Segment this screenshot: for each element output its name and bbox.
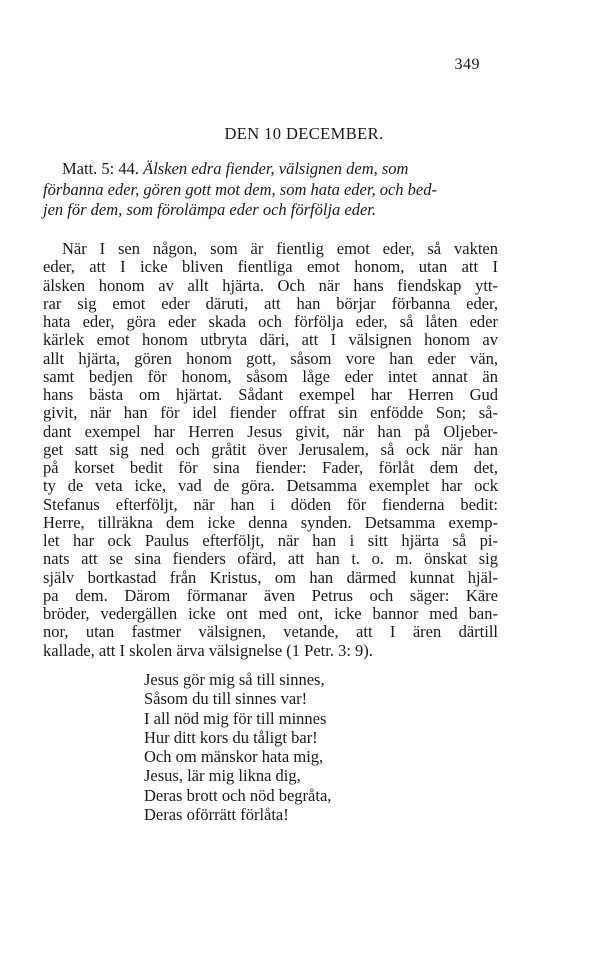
body-line: nor, utan fastmer välsignen, vetande, att I ären därtill: [43, 622, 498, 642]
body-line: på korset bedit för sina fiender: Fader, förlåt dem det,: [43, 458, 498, 477]
scripture-verse: [43, 159, 490, 221]
body-line: kallade, att I skolen ärva välsignelse (1 Petr. 3: 9).: [43, 640, 373, 660]
poem-line: Deras brott och nöd begråta,: [144, 785, 332, 805]
devotional-body: [43, 240, 498, 660]
body-line: Stefanus efterföljt, när han i döden för fienderna bedit:: [43, 494, 498, 514]
body-line: nats att se sina fienders ofärd, att han t. o. m. önskat sig: [43, 549, 498, 569]
body-line: pa dem. Därom förmanar även Petrus och säger: Käre: [43, 585, 498, 605]
poem-line: Jesus, lär mig likna dig,: [144, 766, 301, 786]
poem-line: Hur ditt kors du tåligt bar!: [144, 727, 318, 747]
body-line: let har ock Paulus efterföljt, när han i sitt hjärta så pi-: [43, 531, 498, 550]
body-line: själv bortkastad från Kristus, om han därmed kunnat hjäl-: [43, 567, 498, 587]
poem-line: Deras oförrätt förlåta!: [144, 805, 289, 825]
poem-line: Såsom du till sinnes var!: [144, 689, 308, 709]
body-line: hata eder, göra eder skada och förfölja eder, så låten eder: [43, 312, 498, 331]
poem-line: Och om mänskor hata mig,: [144, 747, 324, 767]
page-number: 349: [454, 56, 480, 73]
verse-line: [62, 159, 490, 180]
poem-line: I all nöd mig för till minnes: [144, 708, 327, 728]
body-line: bröder, vedergällen icke ont med ont, icke bannor med ban-: [43, 604, 498, 623]
verse-reference: Matt. 5: 44.: [62, 159, 139, 178]
body-line: kärlek emot honom utbryta däri, att I välsignen honom av: [43, 330, 498, 350]
body-line: get satt sig ned och gråtit över Jerusalem, så ock när han: [43, 439, 498, 459]
body-line: När I sen någon, som är fientlig emot eder, så vakten: [62, 239, 498, 258]
body-line: eder, att I icke bliven fientliga emot honom, utan att I: [43, 257, 498, 277]
body-line: älsken honom av allt hjärta. Och när hans fiendskap ytt-: [43, 275, 498, 295]
verse-line: förbanna eder, gören gott mot dem, som hata eder, och bed-: [43, 179, 437, 199]
verse-text: Älsken edra fiender, välsignen dem, som: [143, 159, 409, 178]
body-line: hans bästa om hjärtat. Sådant exempel har Herren Gud: [43, 385, 498, 404]
page-heading: DEN 10 DECEMBER.: [224, 124, 384, 143]
body-line: dant exempel har Herren Jesus givit, när han på Oljeber-: [43, 421, 498, 441]
poem-line: Jesus gör mig så till sinnes,: [144, 670, 325, 689]
body-line: givit, när han för idel fiender offrat sin enfödde Son; så-: [43, 403, 498, 423]
body-line: ty de veta icke, vad de göra. Detsamma exemplet har ock: [43, 476, 498, 496]
body-line: Herre, tillräkna dem icke denna synden. Detsamma exemp-: [43, 512, 498, 532]
hymn-verse: [144, 670, 444, 824]
body-line: rar sig emot eder däruti, att han börjar förbanna eder,: [43, 293, 498, 313]
verse-line: jen för dem, som förolämpa eder och förfölja eder.: [43, 200, 377, 219]
body-line: allt hjärta, gören honom gott, såsom vore han eder vän,: [43, 348, 498, 368]
body-line: samt bedjen för honom, såsom låge eder intet annat än: [43, 366, 498, 386]
